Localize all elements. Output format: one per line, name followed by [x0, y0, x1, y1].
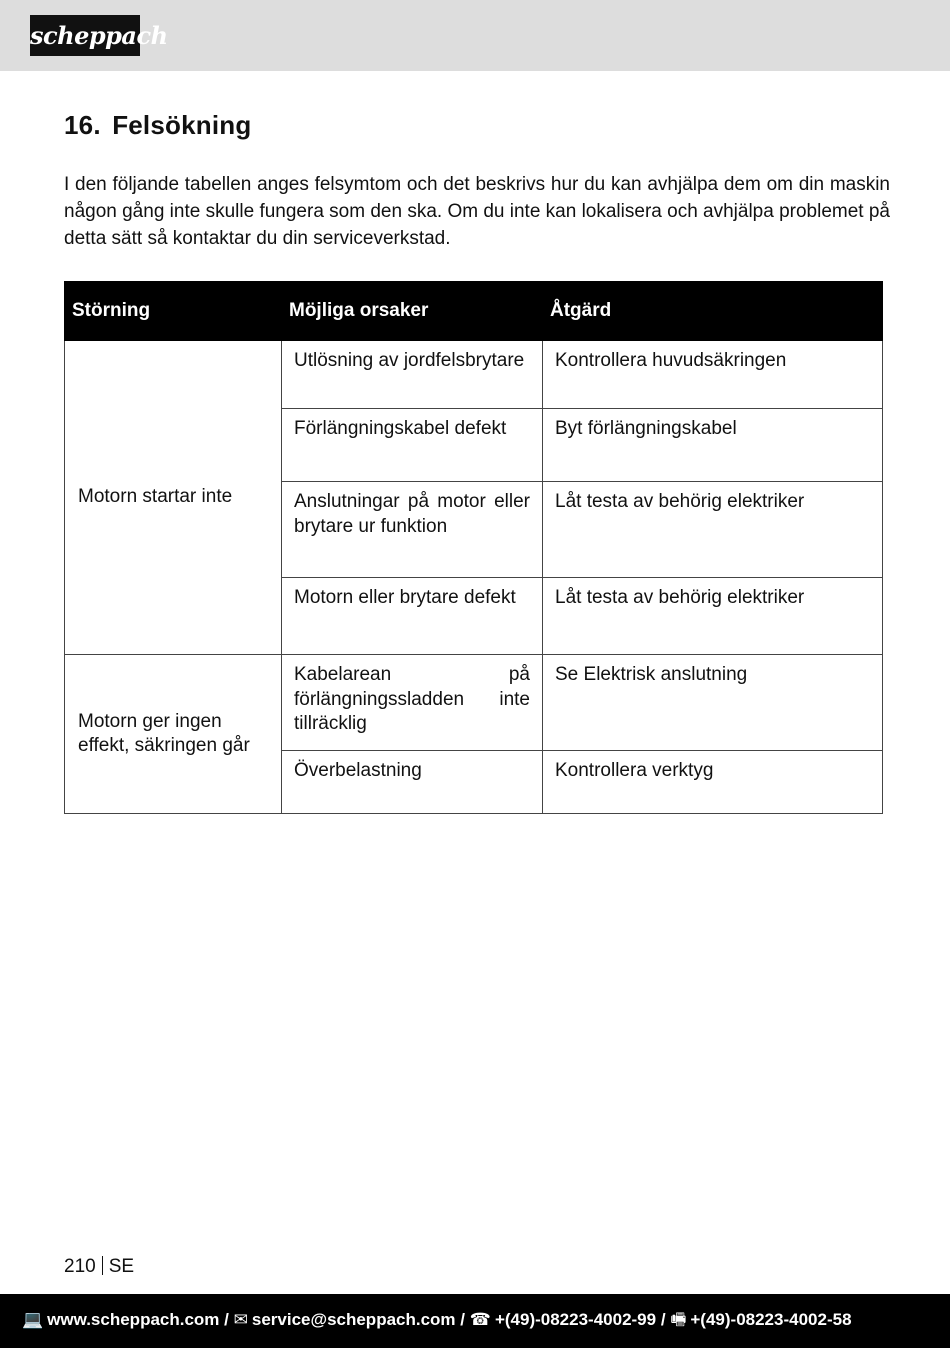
header-bar — [0, 0, 950, 71]
fax-number: +(49)-08223-4002-58 — [690, 1310, 852, 1329]
intro-paragraph: I den följande tabellen anges felsymtom och det beskrivs hur du kan avhjälpa dem om din maskin någon gång inte skulle fungera som den ska. Om du inte kan lokalisera och avhjälpa problemet på detta sätt så kontaktar du din serviceverkstad. — [64, 174, 890, 249]
computer-icon: 💻 — [22, 1310, 44, 1329]
cause-cell: Anslutningar på motor eller brytare ur funktion — [282, 482, 543, 578]
remedy-cell: Kontrollera huvudsäkringen — [543, 341, 883, 409]
divider — [102, 1256, 103, 1275]
section-number: 16. — [64, 110, 101, 140]
cause-cell: Förlängningskabel defekt — [282, 409, 543, 482]
brand-logo: scheppach — [30, 15, 140, 56]
mail-icon: ✉ — [233, 1310, 248, 1329]
language-code: SE — [108, 1256, 135, 1277]
cause-cell: Överbelastning — [282, 751, 543, 814]
remedy-cell: Kontrollera verktyg — [543, 751, 883, 814]
section-title — [64, 110, 251, 141]
column-header-fault: Störning — [65, 282, 282, 341]
column-header-cause: Möjliga orsaker — [282, 282, 543, 341]
cause-cell: Motorn eller brytare defekt — [282, 578, 543, 655]
column-header-remedy: Åtgärd — [543, 282, 883, 341]
table-row — [65, 655, 883, 751]
page-footer-label — [64, 1256, 134, 1278]
cause-cell: Kabelarean på förlängningssladden inte tillräcklig — [282, 655, 543, 751]
separator: / — [460, 1310, 466, 1329]
phone-number: +(49)-08223-4002-99 — [494, 1310, 657, 1329]
separator: / — [660, 1310, 666, 1329]
remedy-cell: Byt förlängningskabel — [543, 409, 883, 482]
separator: / — [224, 1310, 229, 1329]
table-row — [65, 341, 883, 409]
troubleshooting-table — [64, 281, 883, 814]
cause-cell: Utlösning av jordfelsbrytare — [282, 341, 543, 409]
remedy-cell: Se Elektrisk anslutning — [543, 655, 883, 751]
page-number: 210 — [64, 1256, 96, 1277]
section-title-text: Felsökning — [112, 110, 252, 140]
fault-cell: Motorn startar inte — [65, 341, 282, 655]
fault-cell: Motorn ger ingen effekt, säkringen går — [65, 655, 282, 814]
remedy-cell: Låt testa av behörig elektriker — [543, 482, 883, 578]
website-link[interactable]: www.scheppach.com — [47, 1310, 220, 1329]
phone-icon: ☎ — [469, 1310, 491, 1329]
fax-icon: 🖷 — [670, 1310, 687, 1329]
contact-bar — [0, 1294, 950, 1348]
table-header-row — [65, 282, 883, 341]
remedy-cell: Låt testa av behörig elektriker — [543, 578, 883, 655]
email-link[interactable]: service@scheppach.com — [251, 1310, 456, 1329]
